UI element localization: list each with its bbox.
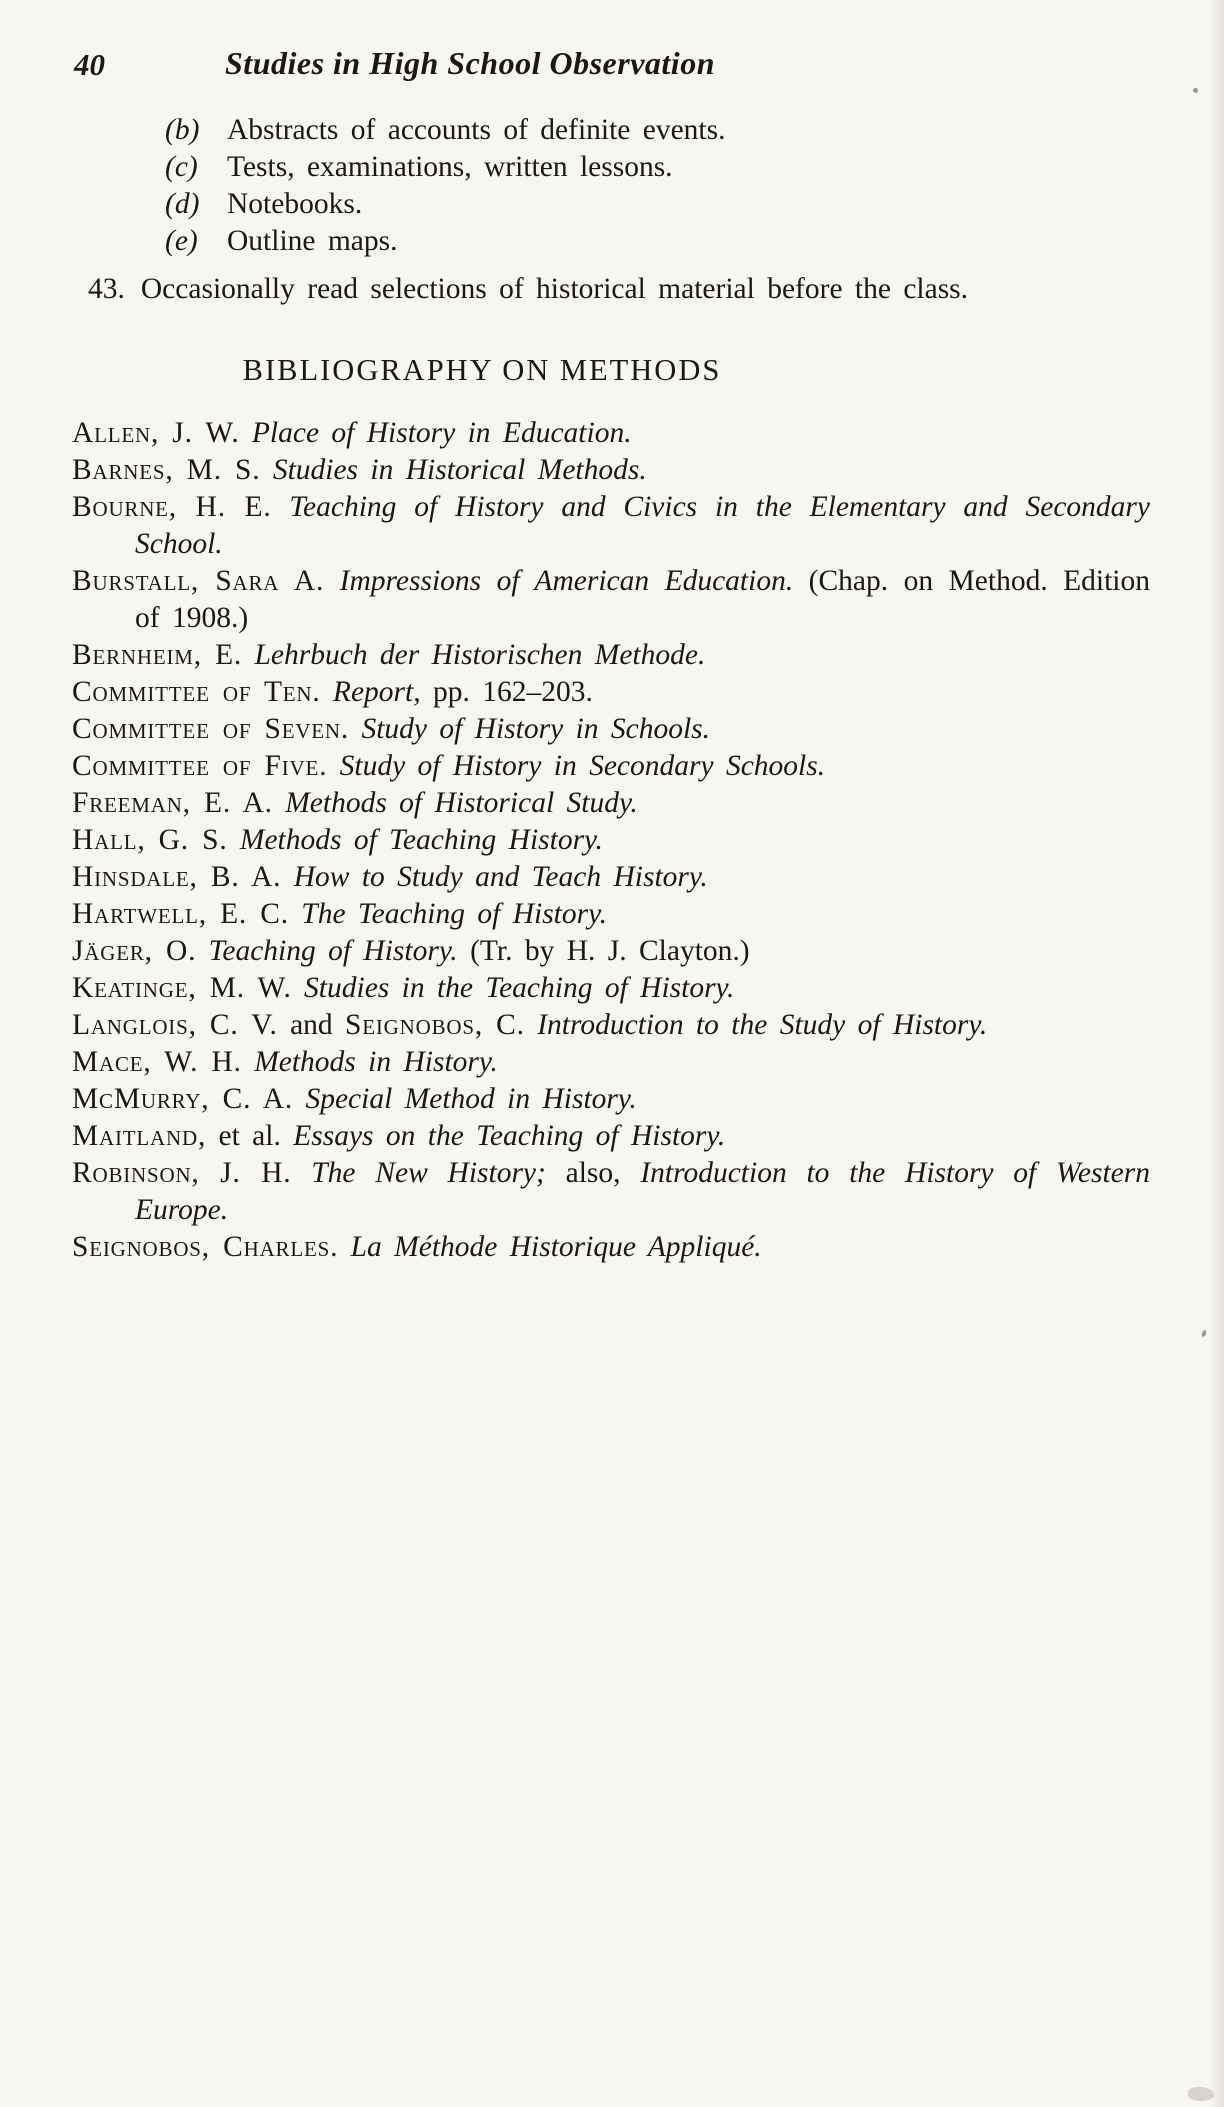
bibliography-entry	[72, 859, 1150, 896]
entry-author: Committee of Ten.	[72, 676, 321, 708]
list-item	[165, 112, 1150, 149]
section-heading: BIBLIOGRAPHY ON METHODS	[242, 353, 722, 387]
entry-connector: et al.	[218, 1120, 281, 1152]
entry-title: Study of History in Secondary Schools.	[339, 750, 826, 782]
entry-author: Bourne, H. E.	[72, 491, 272, 523]
list-item-label: (d)	[165, 188, 200, 220]
entry-note: pp. 162–203.	[432, 676, 593, 708]
numbered-list-item	[88, 271, 1150, 308]
list-item-text: Tests, examinations, written lessons.	[227, 151, 673, 183]
entry-title: Studies in the Teaching of History.	[304, 972, 735, 1004]
page-header	[0, 0, 1224, 104]
bibliography-entry	[72, 489, 1150, 563]
entry-author: Committee of Seven.	[72, 713, 350, 745]
entry-title: Special Method in History.	[305, 1083, 637, 1115]
entry-title: Report,	[332, 676, 421, 708]
list-item-text: Occasionally read selections of historical material before the class.	[140, 273, 969, 305]
entry-author: Burstall, Sara A.	[72, 565, 325, 597]
bibliography-entry	[72, 563, 1150, 637]
entry-author: Mace, W. H.	[72, 1046, 242, 1078]
list-item-label: (b)	[165, 114, 200, 146]
entry-note: (Tr. by H. J. Clayton.)	[470, 935, 750, 967]
entry-author: Bernheim, E.	[72, 639, 243, 671]
entry-author: Committee of Five.	[72, 750, 328, 782]
list-item-text: Outline maps.	[227, 225, 398, 257]
entry-author: Barnes, M. S.	[72, 454, 261, 486]
entry-title: Introduction to the Study of History.	[537, 1009, 988, 1041]
bibliography-entry	[72, 637, 1150, 674]
entry-title: Essays on the Teaching of History.	[293, 1120, 726, 1152]
entry-title: Teaching of History and Civics in the Elementary and Secondary School.	[135, 491, 1150, 560]
list-item-number: 43.	[88, 273, 125, 305]
entry-author: Langlois, C. V.	[72, 1009, 278, 1041]
entry-title: Methods in History.	[254, 1046, 498, 1078]
list-item	[165, 186, 1150, 223]
bibliography-entry	[72, 1007, 1150, 1044]
entry-author: Keatinge, M. W.	[72, 972, 292, 1004]
list-item	[165, 223, 1150, 260]
bibliography-list	[72, 415, 1150, 1266]
bibliography-entry	[72, 415, 1150, 452]
entry-title: Methods of Teaching History.	[239, 824, 603, 856]
entry-author: Hartwell, E. C.	[72, 898, 289, 930]
entry-author: Freeman, E. A.	[72, 787, 273, 819]
bibliography-entry	[72, 452, 1150, 489]
entry-title: The New History;	[311, 1157, 546, 1189]
page-number: 40	[74, 47, 105, 82]
entry-title: How to Study and Teach History.	[293, 861, 708, 893]
entry-title: The Teaching of History.	[301, 898, 607, 930]
entry-connector: and	[290, 1009, 333, 1041]
entry-title: Study of History in Schools.	[361, 713, 711, 745]
entry-author: Seignobos, Charles.	[72, 1231, 339, 1263]
entry-author: Allen, J. W.	[72, 417, 240, 449]
outline-list	[165, 112, 1150, 260]
bibliography-entry	[72, 1044, 1150, 1081]
scan-artifact	[1188, 2087, 1214, 2101]
entry-second-title: Introduction to the History of Western Europe.	[135, 1157, 1150, 1226]
bibliography-entry	[72, 1081, 1150, 1118]
bibliography-entry	[72, 822, 1150, 859]
bibliography-entry	[72, 674, 1150, 711]
entry-title: Lehrbuch der Historischen Methode.	[254, 639, 706, 671]
entry-title: Place of History in Education.	[251, 417, 632, 449]
entry-title: Impressions of American Education.	[339, 565, 794, 597]
page-content	[72, 112, 1150, 1266]
list-item-label: (c)	[165, 151, 198, 183]
list-item	[165, 149, 1150, 186]
entry-title: Studies in Historical Methods.	[272, 454, 647, 486]
entry-author: Hall, G. S.	[72, 824, 228, 856]
entry-title: Methods of Historical Study.	[285, 787, 638, 819]
entry-author: Maitland,	[72, 1120, 207, 1152]
bibliography-entry	[72, 970, 1150, 1007]
bibliography-entry	[72, 1155, 1150, 1229]
scan-artifact	[1201, 1330, 1207, 1338]
bibliography-entry	[72, 933, 1150, 970]
running-head: Studies in High School Observation	[225, 45, 715, 81]
entry-title: Teaching of History.	[208, 935, 458, 967]
bibliography-entry	[72, 1118, 1150, 1155]
entry-author: Jäger, O.	[72, 935, 197, 967]
list-item-label: (e)	[165, 225, 198, 257]
bibliography-entry	[72, 711, 1150, 748]
entry-author: Hinsdale, B. A.	[72, 861, 282, 893]
bibliography-entry	[72, 785, 1150, 822]
entry-author: Robinson, J. H.	[72, 1157, 292, 1189]
entry-author: McMurry, C. A.	[72, 1083, 294, 1115]
list-item-text: Abstracts of accounts of definite events.	[227, 114, 726, 146]
entry-coauthor: Seignobos, C.	[345, 1009, 525, 1041]
entry-note: (Chap. on Method. Edition of 1908.)	[135, 565, 1150, 634]
entry-title: La Méthode Historique Appliqué.	[350, 1231, 762, 1263]
entry-note: also,	[565, 1157, 621, 1189]
list-item-text: Notebooks.	[227, 188, 363, 220]
bibliography-entry	[72, 896, 1150, 933]
bibliography-entry	[72, 748, 1150, 785]
bibliography-entry	[72, 1229, 1150, 1266]
